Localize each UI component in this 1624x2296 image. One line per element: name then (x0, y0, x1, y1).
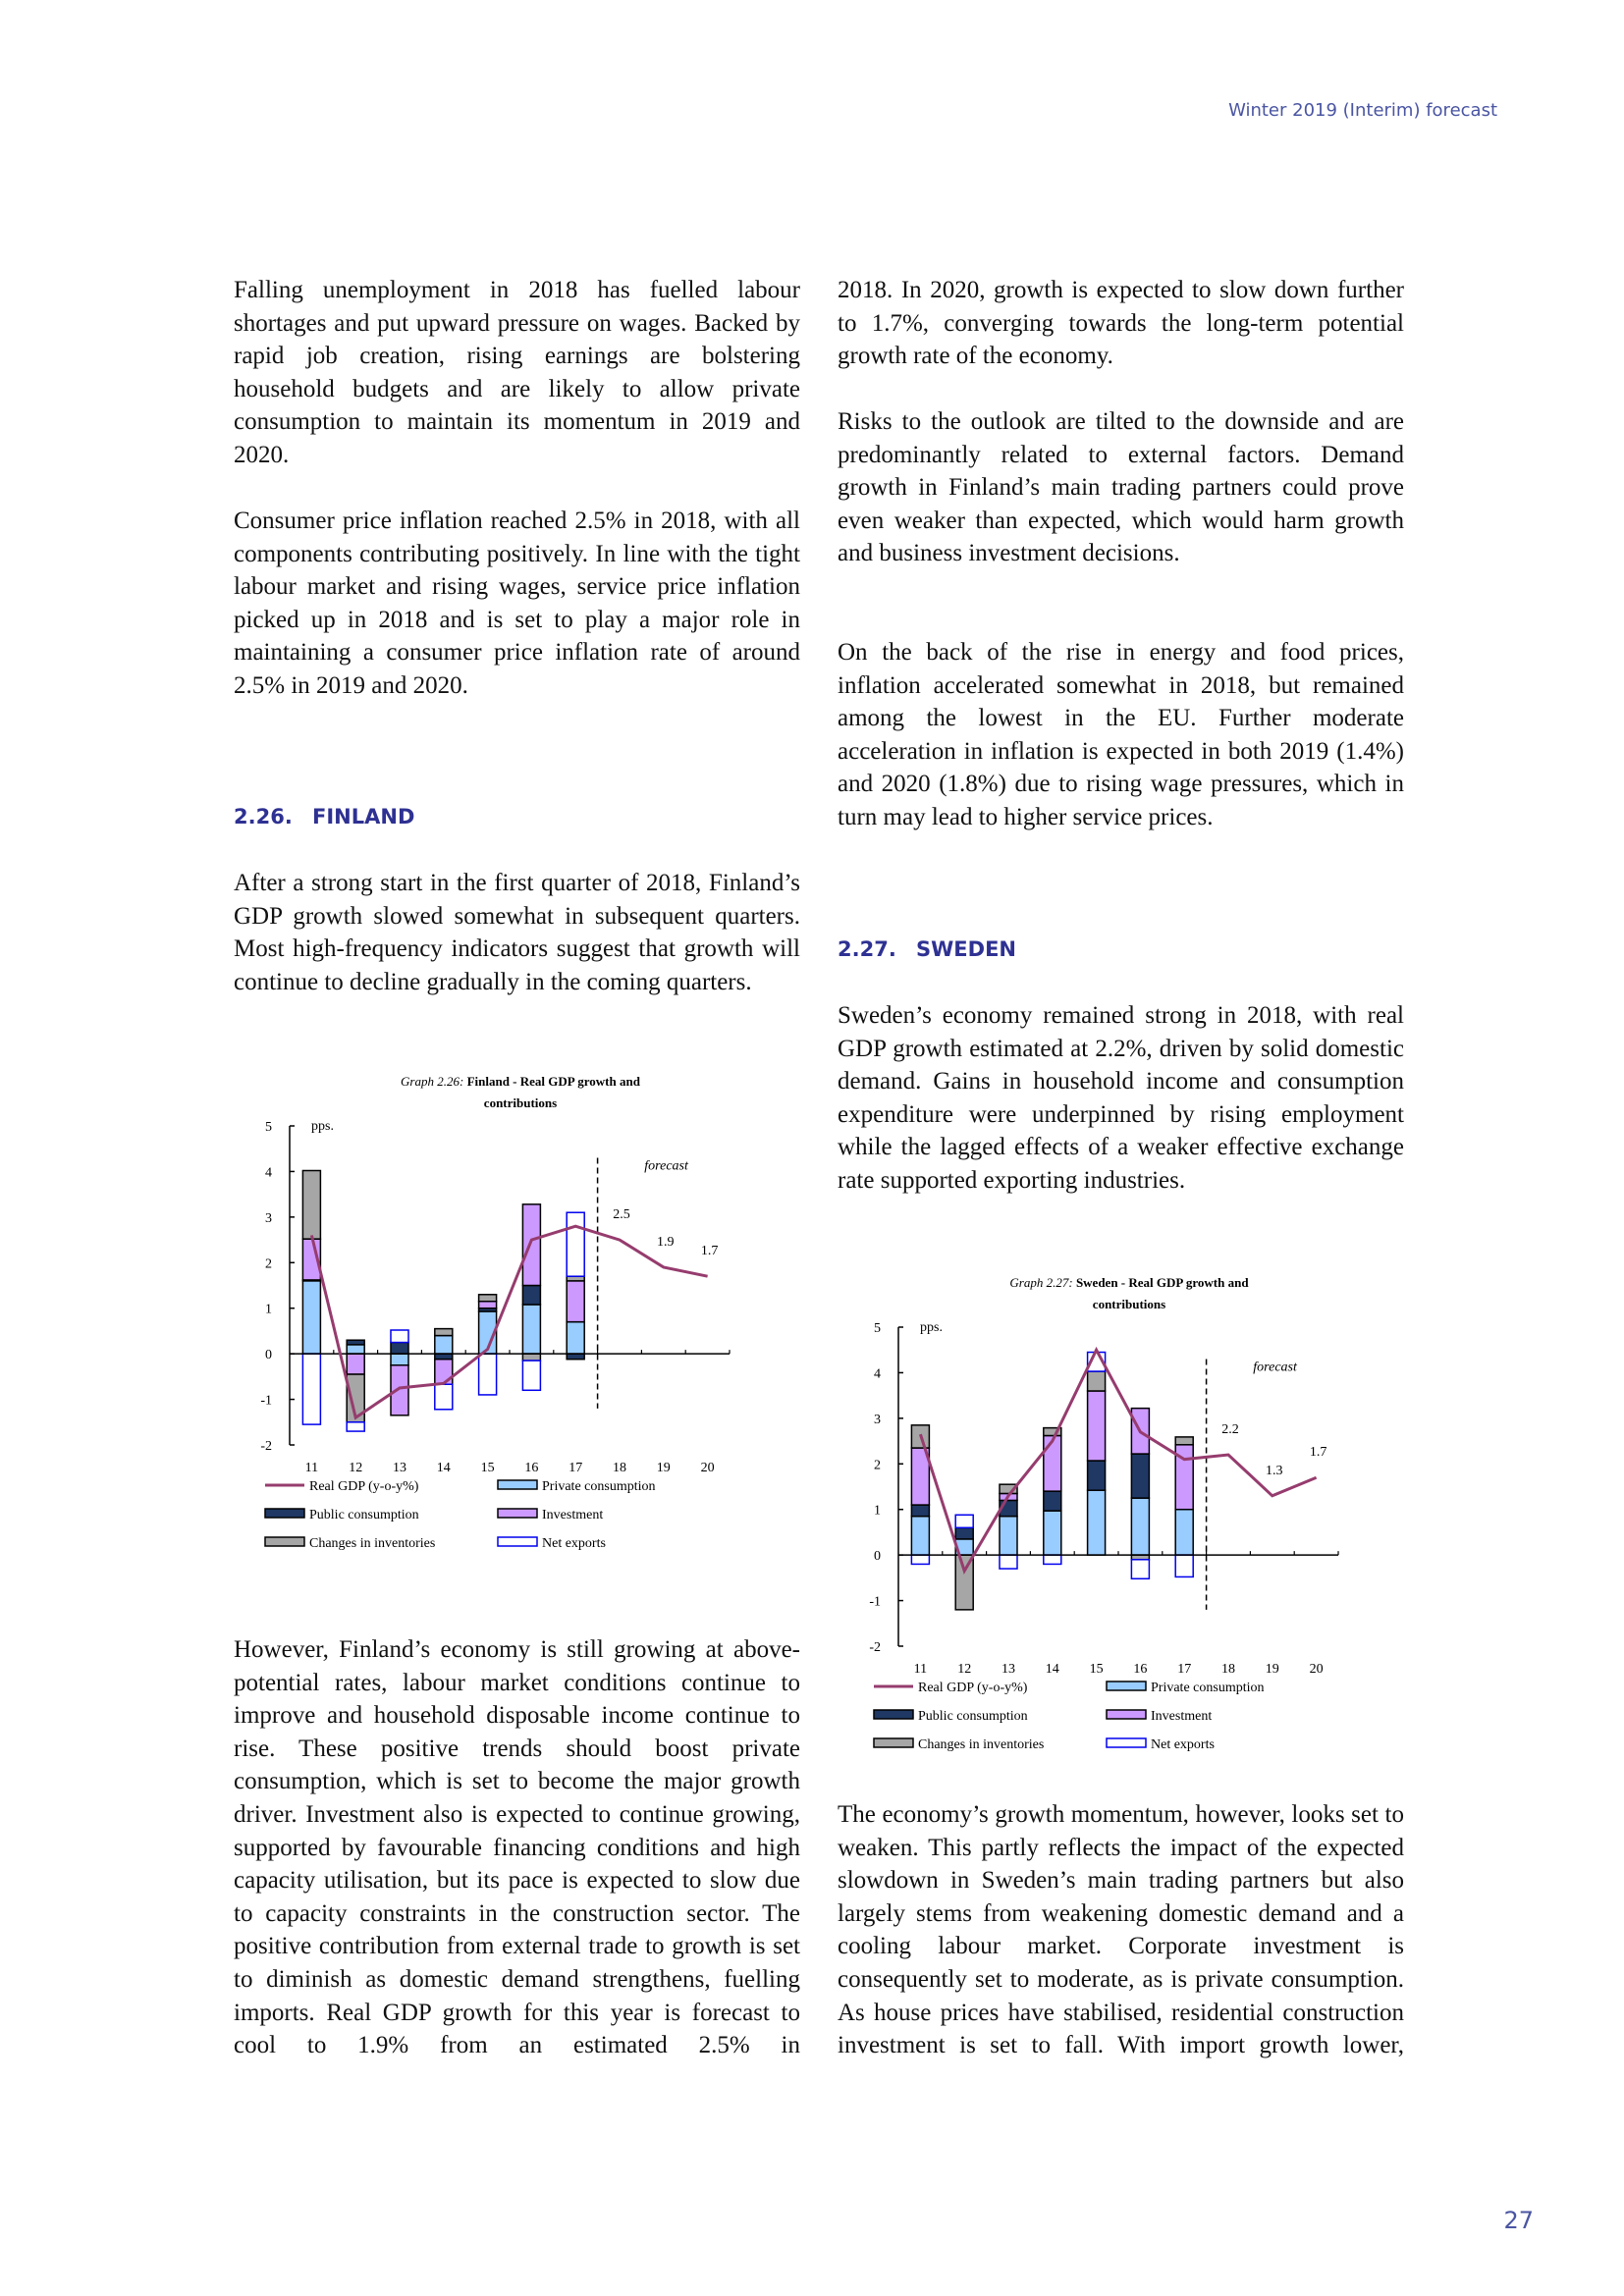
x-tick-label: 17 (568, 1461, 583, 1475)
bar-segment-public (1044, 1491, 1061, 1511)
legend-swatch-investment (1107, 1710, 1146, 1719)
bar-segment-inventories (435, 1329, 453, 1336)
sweden-gdp-chart (854, 1271, 1404, 1782)
bar-segment-net-exports (522, 1361, 540, 1390)
y-tick-label: 0 (265, 1348, 272, 1363)
bar-segment-public (435, 1354, 453, 1360)
forecast-label: forecast (644, 1158, 688, 1174)
bar-segment-investment (1044, 1436, 1061, 1492)
x-tick-label: 18 (613, 1461, 626, 1475)
legend-swatch-net-exports (498, 1537, 537, 1546)
bar-segment-net-exports (435, 1384, 453, 1410)
bar-segment-investment (435, 1360, 453, 1385)
bar-segment-net-exports (1000, 1555, 1017, 1569)
bar-segment-public (1088, 1461, 1106, 1490)
legend-label: Real GDP (y-o-y%) (309, 1479, 419, 1494)
x-tick-label: 11 (913, 1662, 928, 1677)
chart-title-line2: contributions (483, 1095, 558, 1110)
chart-title-line2: contributions (1092, 1297, 1166, 1311)
legend-label: Net exports (542, 1536, 606, 1551)
y-tick-label: 4 (874, 1366, 881, 1382)
paragraph: 2018. In 2020, growth is expected to slow down further to 1.7%, converging towards the long-term potential growth rate of the economy. (838, 277, 1404, 370)
gdp-data-label: 1.9 (657, 1234, 675, 1250)
x-tick-label: 18 (1221, 1662, 1235, 1677)
gdp-data-label: 2.5 (613, 1207, 630, 1223)
bar-segment-investment (1088, 1391, 1106, 1461)
bar-segment-net-exports (391, 1330, 408, 1343)
running-header: Winter 2019 (Interim) forecast (1228, 100, 1497, 121)
bar-segment-net-exports (479, 1354, 497, 1395)
legend-label: Public consumption (918, 1709, 1028, 1724)
paragraph: After a strong start in the first quarter of 2018, Finland’s GDP growth slowed somewhat in subsequent quarters. Most high-frequency indicators suggest that growth will continue to decline gradually in the coming quarters. (234, 870, 800, 995)
bar-segment-public (391, 1343, 408, 1355)
bar-segment-private (567, 1322, 584, 1355)
section-title: FINLAND (312, 805, 415, 828)
bar-segment-investment (479, 1302, 497, 1308)
bar-segment-inventories (1088, 1371, 1106, 1391)
legend-swatch-public (265, 1509, 304, 1518)
x-tick-label: 13 (393, 1461, 406, 1475)
bar-segment-public (567, 1354, 584, 1360)
x-tick-label: 17 (1177, 1662, 1192, 1677)
bar-segment-private (522, 1305, 540, 1354)
bar-segment-net-exports (911, 1555, 929, 1564)
bar-segment-net-exports (1175, 1555, 1193, 1576)
bar-segment-private (1000, 1517, 1017, 1555)
bar-segment-private (1044, 1511, 1061, 1555)
x-tick-label: 14 (1045, 1662, 1059, 1677)
section-heading-sweden (838, 937, 1016, 961)
y-tick-label: -2 (260, 1439, 272, 1454)
x-tick-label: 19 (656, 1461, 671, 1475)
bar-segment-private (435, 1336, 453, 1355)
bar-segment-private (347, 1345, 364, 1354)
bar-segment-public (1131, 1454, 1149, 1498)
chart-title: Graph 2.27: Sweden - Real GDP growth and (1009, 1275, 1249, 1290)
bar-segment-investment (347, 1354, 364, 1374)
gdp-data-label: 2.2 (1221, 1422, 1239, 1437)
y-tick-label: -1 (869, 1594, 881, 1610)
y-tick-label: 3 (265, 1210, 272, 1226)
y-axis-unit-label: pps. (920, 1320, 943, 1335)
legend-label: Net exports (1151, 1737, 1215, 1752)
x-tick-label: 14 (436, 1461, 451, 1475)
x-tick-label: 20 (1309, 1662, 1324, 1677)
y-tick-label: 5 (874, 1321, 881, 1336)
bar-segment-private (391, 1354, 408, 1365)
x-tick-label: 16 (1133, 1662, 1148, 1677)
y-tick-label: 1 (874, 1503, 881, 1519)
bar-segment-private (1088, 1490, 1106, 1555)
bar-segment-net-exports (1044, 1555, 1061, 1564)
paragraph: Consumer price inflation reached 2.5% in 2018, with all components contributing positively. In line with the tight labour market and rising wages, service price inflation picked up in 2018 and is set to play a major role in maintaining a consumer price inflation rate of around 2.5% in 2019 and 2020. (234, 507, 800, 699)
x-tick-label: 15 (480, 1461, 495, 1475)
y-axis-unit-label: pps. (311, 1119, 334, 1134)
section-number: 2.27. (838, 937, 896, 961)
y-tick-label: 2 (874, 1458, 881, 1473)
legend-label: Private consumption (542, 1479, 656, 1494)
paragraph: The economy’s growth momentum, however, looks set to weaken. This partly reflects the impact of the expected slowdown in Sweden’s main trading partners but also largely stems from weakening domestic demand and a cooling labour market. Corporate investment is consequently set to moderate, as is private consumption. As house prices have stabilised, residential construction investment is set to fall. With import growth lower, (838, 1801, 1404, 2059)
gdp-line (920, 1350, 1316, 1571)
gdp-data-label: 1.7 (1309, 1445, 1327, 1461)
paragraph: Sweden’s economy remained strong in 2018, with real GDP growth estimated at 2.2%, driven by solid domestic demand. Gains in household income and consumption expenditure were underpinned by rising employment while the lagged effects of a weaker effective exchange rate supported exporting industries. (838, 1002, 1404, 1194)
y-tick-label: 4 (265, 1165, 272, 1181)
legend-swatch-private (1107, 1682, 1146, 1690)
chart-title: Graph 2.26: Finland - Real GDP growth and (401, 1074, 640, 1089)
bar-segment-private (911, 1517, 929, 1555)
paragraph: However, Finland’s economy is still growing at above-potential rates, labour market conditions continue to improve and household disposable income continue to rise. These positive trends should boost private consumption, which is set to become the major growth driver. Investment also is expected to continue growing, supported by favourable financing conditions and high capacity utilisation, but its pace is expected to slow due to capacity constraints in the construction sector. The positive contribution from external trade to growth is set to diminish as domestic demand strengthens, fuelling imports. Real GDP growth for this year is forecast to cool to 1.9% from an estimated 2.5% in (234, 1636, 800, 2059)
y-tick-label: 5 (265, 1120, 272, 1135)
legend-swatch-net-exports (1107, 1738, 1146, 1747)
paragraph: Risks to the outlook are tilted to the downside and are predominantly related to external factors. Demand growth in Finland’s main trading partners could prove even weaker than expected, which would harm growth and business investment decisions. (838, 408, 1404, 567)
legend-label: Real GDP (y-o-y%) (918, 1681, 1028, 1695)
legend-swatch-investment (498, 1509, 537, 1518)
bar-segment-net-exports (955, 1515, 973, 1527)
y-tick-label: -2 (869, 1640, 881, 1655)
y-tick-label: 0 (874, 1549, 881, 1565)
x-tick-label: 16 (524, 1461, 539, 1475)
bar-segment-inventories (1175, 1437, 1193, 1445)
legend-label: Public consumption (309, 1508, 419, 1522)
bar-segment-investment (567, 1281, 584, 1322)
bar-segment-net-exports (302, 1354, 320, 1424)
x-tick-label: 12 (957, 1662, 972, 1677)
legend-label: Changes in inventories (918, 1737, 1045, 1752)
gdp-data-label: 1.7 (700, 1244, 719, 1259)
legend-swatch-private (498, 1480, 537, 1489)
x-tick-label: 19 (1265, 1662, 1279, 1677)
section-number: 2.26. (234, 805, 293, 828)
bar-segment-public (955, 1527, 973, 1539)
bar-segment-inventories (522, 1354, 540, 1361)
bar-segment-inventories (479, 1295, 497, 1302)
y-tick-label: -1 (260, 1393, 272, 1409)
paragraph: On the back of the rise in energy and food prices, inflation accelerated somewhat in 2018, but remained among the lowest in the EU. Further moderate acceleration in inflation is expected in both 2019 (1.4%) and 2020 (1.8%) due to rising wage pressures, which in turn may lead to higher service prices. (838, 639, 1404, 830)
paragraph: Falling unemployment in 2018 has fuelled labour shortages and put upward pressure on wages. Backed by rapid job creation, rising earnings are bolstering household budgets and are likely to allow private consumption to maintain its momentum in 2019 and 2020. (234, 277, 800, 468)
legend-label: Investment (542, 1508, 604, 1522)
bar-segment-private (302, 1281, 320, 1354)
legend-swatch-public (874, 1710, 913, 1719)
legend-label: Investment (1151, 1709, 1213, 1724)
bar-segment-investment (391, 1365, 408, 1415)
legend-label: Changes in inventories (309, 1536, 436, 1551)
bar-segment-inventories (302, 1171, 320, 1240)
bar-segment-public (911, 1505, 929, 1517)
x-tick-label: 20 (700, 1461, 715, 1475)
legend-label: Private consumption (1151, 1681, 1265, 1695)
gdp-line (311, 1226, 707, 1417)
x-tick-label: 11 (304, 1461, 319, 1475)
page-number: 27 (1503, 2207, 1534, 2234)
bar-segment-public (522, 1286, 540, 1306)
bar-segment-net-exports (1131, 1560, 1149, 1579)
finland-gdp-chart (245, 1070, 795, 1580)
y-tick-label: 1 (265, 1302, 272, 1317)
x-tick-label: 15 (1089, 1662, 1104, 1677)
forecast-label: forecast (1253, 1360, 1297, 1375)
bar-segment-public (347, 1340, 364, 1345)
legend-swatch-inventories (874, 1738, 913, 1747)
bar-segment-net-exports (347, 1422, 364, 1431)
bar-segment-private (1175, 1510, 1193, 1555)
y-tick-label: 2 (265, 1256, 272, 1272)
bar-segment-private (1131, 1498, 1149, 1555)
x-tick-label: 12 (349, 1461, 363, 1475)
section-title: SWEDEN (916, 937, 1016, 961)
bar-segment-net-exports (567, 1212, 584, 1276)
x-tick-label: 13 (1001, 1662, 1015, 1677)
section-heading-finland (234, 805, 414, 828)
legend-swatch-inventories (265, 1537, 304, 1546)
bar-segment-investment (522, 1204, 540, 1286)
gdp-data-label: 1.3 (1266, 1463, 1283, 1478)
y-tick-label: 3 (874, 1412, 881, 1427)
